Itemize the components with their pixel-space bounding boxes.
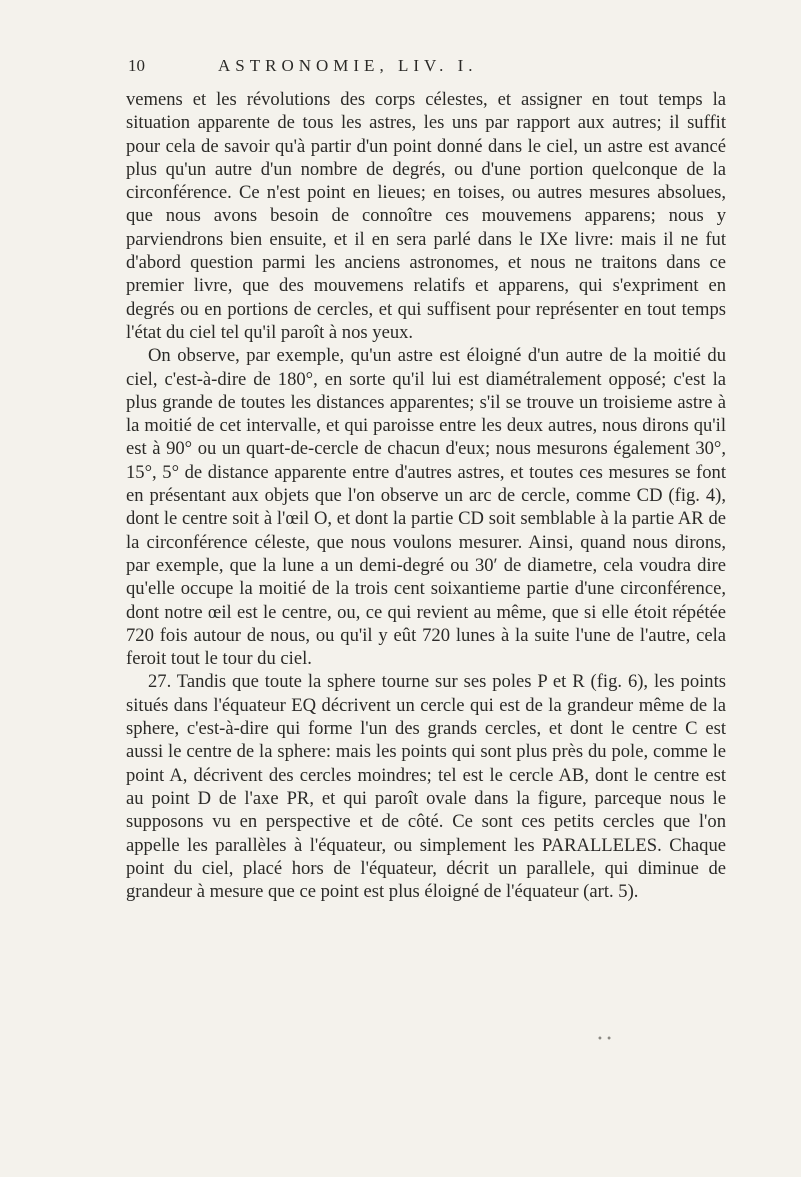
body-text: [126, 88, 726, 903]
printer-marks: • •: [597, 1034, 612, 1045]
page-number: 10: [128, 56, 145, 75]
paragraph-1: vemens et les révolutions des corps célestes, et assigner en tout temps la situation apparente de tous les astres, les uns par rapport aux autres; il suffit pour cela de savoir qu'à partir d'un point donné dans le ciel, un astre est avancé plus qu'un autre d'un nombre de degrés, ou d'une portion quelconque de la circonférence. Ce n'est point en lieues; en toises, ou autres mesures absolues, que nous avons besoin de connoître ces mouvemens apparens; nous y parviendrons bien ensuite, et il en sera parlé dans le IXe livre: mais il ne fut d'abord question parmi les anciens astronomes, et nous ne traitons dans ce premier livre, que des mouvemens relatifs et apparens, qui s'expriment en degrés ou en portions de cercles, et qui suffisent pour représenter en tout temps l'état du ciel tel qu'il paroît à nos yeux.: [126, 89, 726, 343]
paragraph-3: 27. Tandis que toute la sphere tourne sur ses poles P et R (fig. 6), les points situés dans l'équateur EQ décrivent un cercle qui est de la grandeur même de la sphere, c'est-à-dire qui forme l'un des grands cercles, et dont le centre C est aussi le centre de la sphere: mais les points qui sont plus près du pole, comme le point A, décrivent des cercles moindres; tel est le cercle AB, dont le centre est au point D de l'axe PR, et qui paroît ovale dans la figure, parceque nous le supposons vu en perspective et de côté. Ce sont ces petits cercles que l'on appelle les parallèles à l'équateur, ou simplement les PARALLELES. Chaque point du ciel, placé hors de l'équateur, décrit un parallele, qui diminue de grandeur à mesure que ce point est plus éloigné de l'équateur (art. 5).: [126, 671, 726, 903]
paragraph-2: On observe, par exemple, qu'un astre est éloigné d'un autre de la moitié du ciel, c'est-à-dire de 180°, en sorte qu'il lui est diamétralement opposé; c'est la plus grande de toutes les distances apparentes; s'il se trouve un troisieme astre à la moitié de cet intervalle, et qui paroisse entre les deux autres, nous dirons qu'il est à 90° ou un quart-de-cercle de chacun d'eux; nous mesurons également 30°, 15°, 5° de distance apparente entre d'autres astres, et toutes ces mesures se font en présentant aux objets que l'on observe un arc de cercle, comme CD (fig. 4), dont le centre soit à l'œil O, et dont la partie CD soit semblable à la partie AR de la circonférence céleste, que nous voulons mesurer. Ainsi, quand nous dirons, par exemple, que la lune a un demi-degré ou 30′ de diametre, cela voudra dire qu'elle occupe la moitié de la trois cent soixantieme partie d'une circonférence, dont notre œil est le centre, ou, ce qui revient au même, que si elle étoit répétée 720 fois autour de nous, ou qu'il y eût 720 lunes à la suite l'une de l'autre, cela feroit tout le tour du ciel.: [126, 345, 726, 670]
running-title: ASTRONOMIE, LIV. I.: [218, 56, 478, 75]
running-head: [128, 56, 728, 84]
